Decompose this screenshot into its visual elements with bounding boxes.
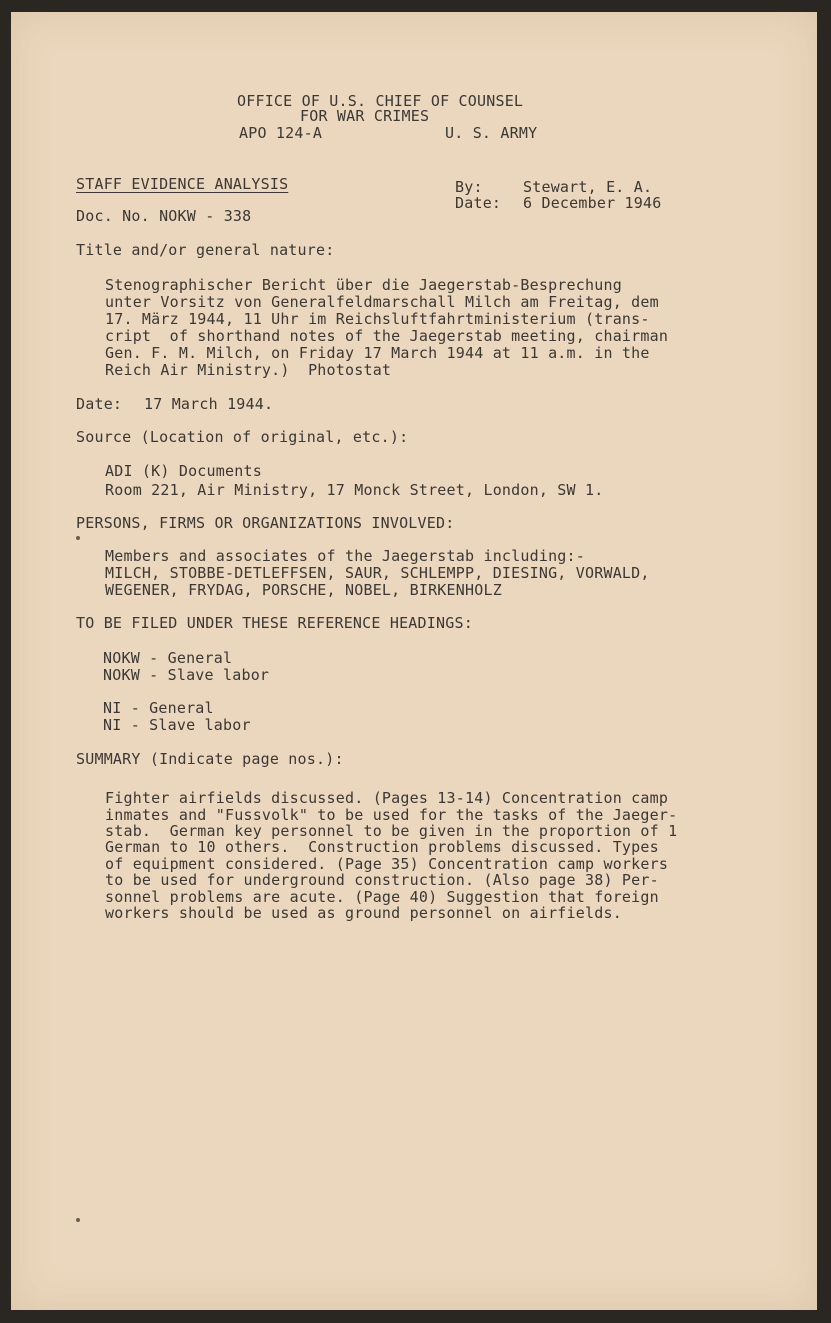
- reference-heading: NOKW - Slave labor: [103, 666, 270, 684]
- reference-heading: NI - General: [103, 699, 214, 717]
- summary-line: stab. German key personnel to be given in the proportion of 1: [105, 822, 678, 840]
- persons-label: PERSONS, FIRMS OR ORGANIZATIONS INVOLVED:: [76, 514, 455, 532]
- summary-label: SUMMARY (Indicate page nos.):: [76, 750, 344, 768]
- title-line: Reich Air Ministry.) Photostat: [105, 361, 392, 379]
- header-war-crimes: FOR WAR CRIMES: [300, 107, 430, 125]
- source-label: Source (Location of original, etc.):: [76, 428, 409, 446]
- persons-line: MILCH, STOBBE-DETLEFFSEN, SAUR, SCHLEMPP, DIESING, VORWALD,: [105, 564, 650, 582]
- summary-line: to be used for underground construction. (Also page 38) Per-: [105, 871, 659, 889]
- persons-line: WEGENER, FRYDAG, PORSCHE, NOBEL, BIRKENHOLZ: [105, 581, 502, 599]
- date-section-value: 17 March 1944.: [144, 395, 274, 413]
- analysis-title: STAFF EVIDENCE ANALYSIS: [76, 175, 289, 193]
- source-line: Room 221, Air Ministry, 17 Monck Street, London, SW 1.: [105, 481, 604, 499]
- summary-line: sonnel problems are acute. (Page 40) Suggestion that foreign: [105, 888, 659, 906]
- header-apo: APO 124-A: [239, 124, 323, 142]
- filed-label: TO BE FILED UNDER THESE REFERENCE HEADINGS:: [76, 614, 473, 632]
- summary-line: German to 10 others. Construction problems discussed. Types: [105, 838, 659, 856]
- title-line: Stenographischer Bericht über die Jaegerstab-Besprechung: [105, 276, 622, 294]
- title-line: Gen. F. M. Milch, on Friday 17 March 1944 at 11 a.m. in the: [105, 344, 650, 362]
- punch-mark: [76, 1218, 80, 1222]
- summary-line: workers should be used as ground personnel on airfields.: [105, 904, 622, 922]
- summary-line: of equipment considered. (Page 35) Concentration camp workers: [105, 855, 669, 873]
- date-label: Date:: [455, 194, 502, 212]
- by-label: By:: [455, 178, 483, 196]
- by-value: Stewart, E. A.: [523, 178, 653, 196]
- title-label: Title and/or general nature:: [76, 241, 335, 259]
- summary-line: inmates and "Fussvolk" to be used for the tasks of the Jaeger-: [105, 806, 678, 824]
- title-line: 17. März 1944, 11 Uhr im Reichsluftfahrtministerium (trans-: [105, 310, 650, 328]
- date-section-label: Date:: [76, 395, 123, 413]
- date-value: 6 December 1946: [523, 194, 662, 212]
- persons-line: Members and associates of the Jaegerstab including:-: [105, 547, 585, 565]
- header-office: OFFICE OF U.S. CHIEF OF COUNSEL: [237, 92, 524, 110]
- title-line: unter Vorsitz von Generalfeldmarschall Milch am Freitag, dem: [105, 293, 659, 311]
- header-army: U. S. ARMY: [445, 124, 538, 142]
- summary-line: Fighter airfields discussed. (Pages 13-14) Concentration camp: [105, 789, 669, 807]
- reference-heading: NOKW - General: [103, 649, 233, 667]
- title-line: cript of shorthand notes of the Jaegerstab meeting, chairman: [105, 327, 669, 345]
- reference-heading: NI - Slave labor: [103, 716, 251, 734]
- source-line: ADI (K) Documents: [105, 462, 262, 480]
- punch-mark: [76, 536, 80, 540]
- doc-number: Doc. No. NOKW - 338: [76, 207, 252, 225]
